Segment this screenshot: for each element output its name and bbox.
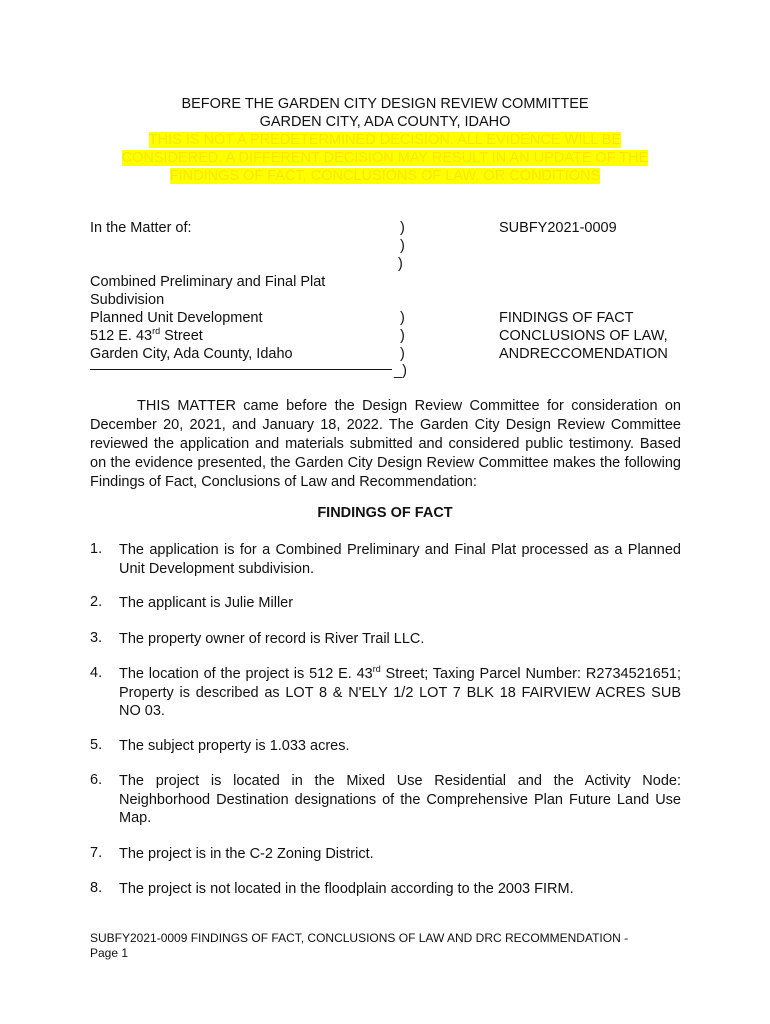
subject-line: Combined Preliminary and Final Plat [90,274,326,290]
caption-paren: ) [400,220,405,236]
notice-line-3: FINDINGS OF FACT, CONCLUSIONS OF LAW, OR CONDITIONS [169,168,601,184]
subject-address: 512 E. 43rd Street [90,326,203,344]
document-header [0,95,770,131]
caption-parens: ) ) ) [400,310,405,362]
notice-line-1: THIS IS NOT A PREDETERMINED DECISION. ALL EVIDENCE WILL BE [148,132,622,148]
subject-line: Subdivision [90,292,165,308]
page-footer [90,931,690,961]
caption-paren: ) [400,238,405,254]
case-number: SUBFY2021-0009 [499,220,617,236]
header-line-1: BEFORE THE GARDEN CITY DESIGN REVIEW COMMITTEE [181,96,589,112]
section-heading: FINDINGS OF FACT [317,505,453,521]
subject-line: Planned Unit Development [90,310,263,326]
in-the-matter-label: In the Matter of: [90,220,192,236]
header-line-2: GARDEN CITY, ADA COUNTY, IDAHO [259,114,511,130]
intro-paragraph: THIS MATTER came before the Design Review Committee for consideration on December 20, 2021, and January 18, 2022. The Garden City Design Review Committee reviewed the application and materials submitted and considered public testimony. Based on the evidence presented, the Garden City Design Review Committee makes the following Findings of Fact, Conclusions of Law and Recommendation: [90,398,681,490]
subject-line: Garden City, Ada County, Idaho [90,346,293,362]
caption-paren-underline: _) [394,363,407,379]
footer-line: SUBFY2021-0009 FINDINGS OF FACT, CONCLUSIONS OF LAW AND DRC RECOMMENDATION - [90,931,629,945]
page-number: Page 1 [90,946,129,960]
caption-underline [90,369,392,370]
subject-description [90,273,325,363]
document-title: FINDINGS OF FACT CONCLUSIONS OF LAW, ANDRECCOMENDATION [499,310,668,362]
notice-line-2: CONSIDERED. A DIFFERENT DECISION MAY RESULT IN AN UPDATE OF THE [121,150,649,166]
caption-paren: ) [398,256,403,272]
notice-block [0,131,770,185]
